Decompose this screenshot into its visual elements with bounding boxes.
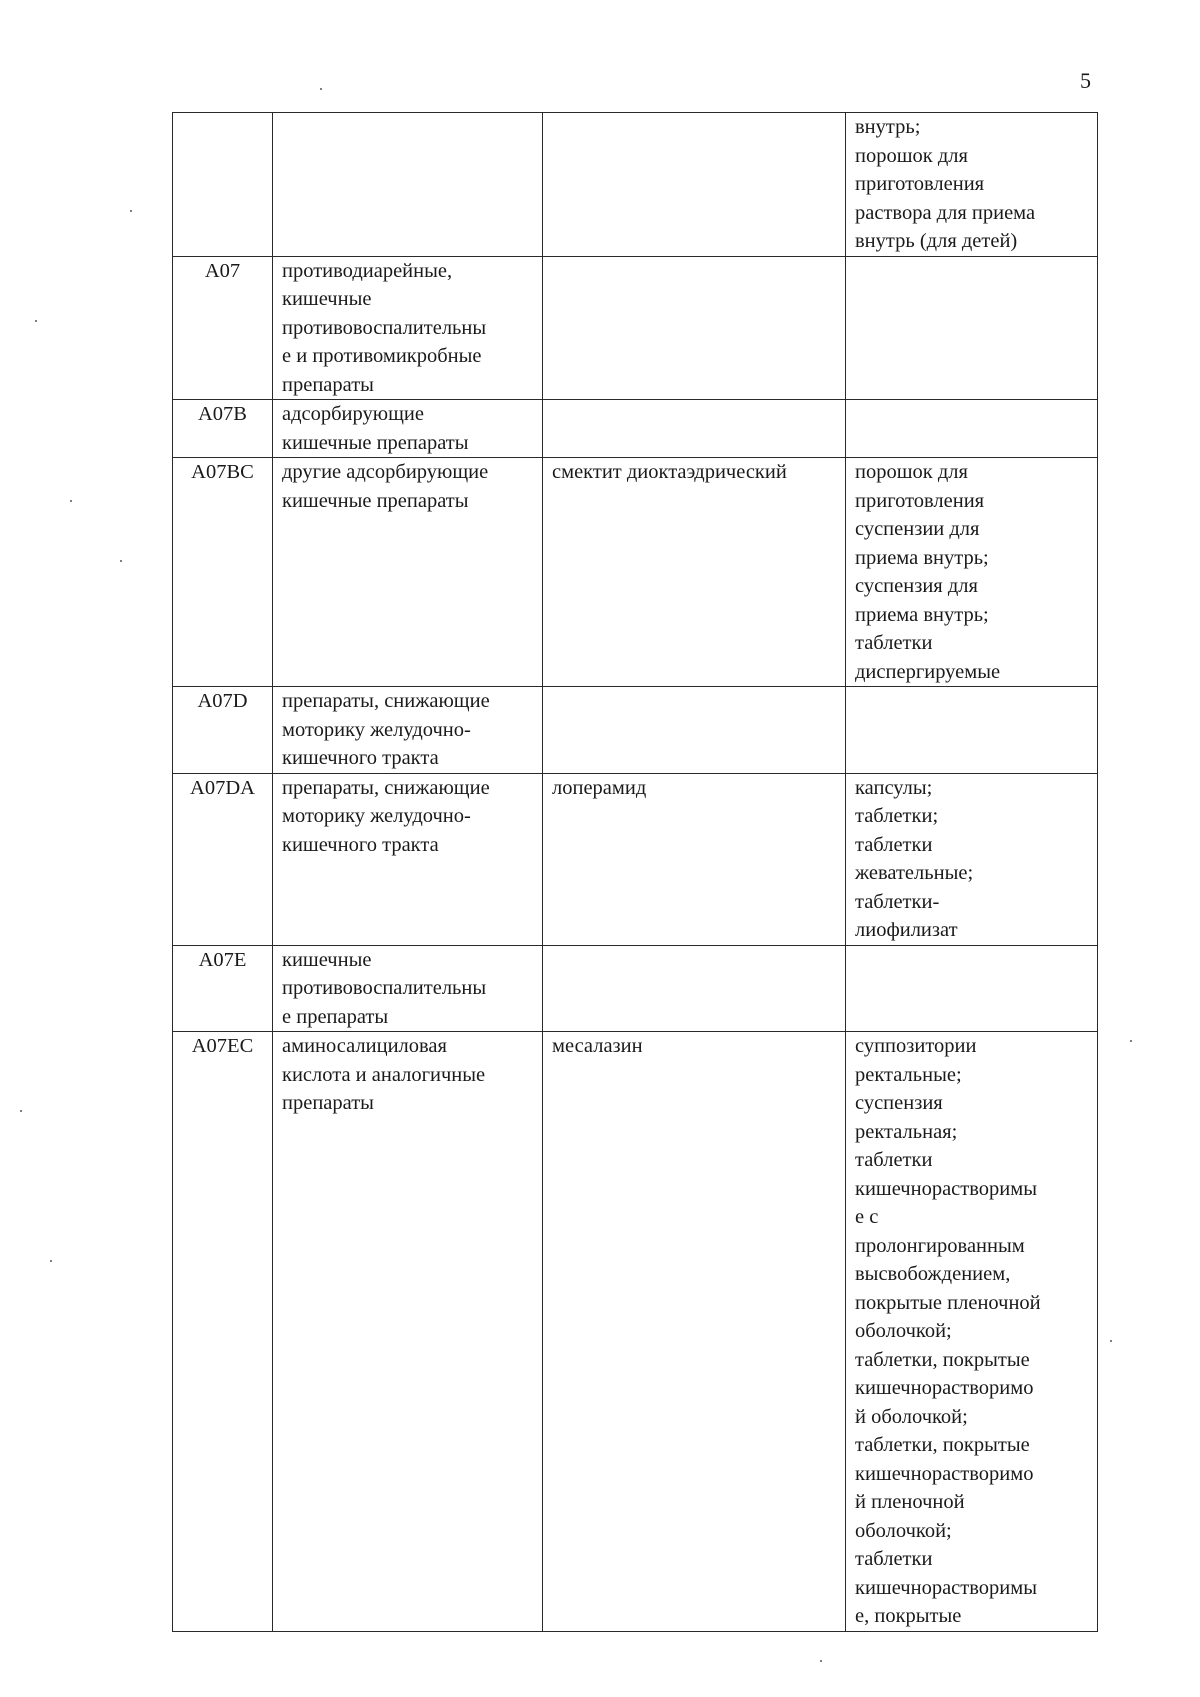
atc-code-cell: А07 <box>173 256 273 400</box>
substance-cell <box>543 687 846 774</box>
atc-code-cell: А07ЕС <box>173 1032 273 1632</box>
forms-cell <box>846 945 1098 1032</box>
scan-speck <box>20 1110 22 1112</box>
page-number: 5 <box>1080 68 1091 93</box>
scan-speck <box>120 560 122 562</box>
table-row <box>173 773 1098 945</box>
scan-speck <box>1110 1340 1112 1342</box>
group-cell: другие адсорбирующие кишечные препараты <box>273 458 543 687</box>
forms-cell: суппозитории ректальные; суспензия ректальная; таблетки кишечнорастворимы е с пролонгированным высвобождением, покрытые пленочной оболочкой; таблетки, покрытые кишечнорастворимо й оболочкой; таблетки, покрытые кишечнорастворимо й пленочной оболочкой; таблетки кишечнорастворимы е, покрытые <box>846 1032 1098 1632</box>
scan-speck <box>820 1660 822 1662</box>
substance-cell: лоперамид <box>543 773 846 945</box>
atc-code-cell: А07DA <box>173 773 273 945</box>
substance-cell <box>543 113 846 257</box>
forms-cell <box>846 256 1098 400</box>
drug-table <box>172 112 1098 1632</box>
scan-speck <box>1130 1040 1132 1042</box>
scan-speck <box>130 210 132 212</box>
scan-speck <box>50 1260 52 1262</box>
substance-cell: месалазин <box>543 1032 846 1632</box>
scan-speck <box>35 320 37 322</box>
substance-cell <box>543 256 846 400</box>
scan-speck <box>320 88 322 90</box>
table-row <box>173 458 1098 687</box>
group-cell: кишечные противовоспалительны е препараты <box>273 945 543 1032</box>
atc-code-cell: А07Е <box>173 945 273 1032</box>
group-cell: аминосалициловая кислота и аналогичные препараты <box>273 1032 543 1632</box>
group-cell: противодиарейные, кишечные противовоспалительны е и противомикробные препараты <box>273 256 543 400</box>
forms-cell: внутрь; порошок для приготовления раствора для приема внутрь (для детей) <box>846 113 1098 257</box>
forms-cell: порошок для приготовления суспензии для приема внутрь; суспензия для приема внутрь; таблетки диспергируемые <box>846 458 1098 687</box>
substance-cell <box>543 945 846 1032</box>
atc-code-cell <box>173 113 273 257</box>
forms-cell <box>846 687 1098 774</box>
substance-cell: смектит диоктаэдрический <box>543 458 846 687</box>
table-row <box>173 400 1098 458</box>
group-cell <box>273 113 543 257</box>
substance-cell <box>543 400 846 458</box>
group-cell: препараты, снижающие моторику желудочно- кишечного тракта <box>273 773 543 945</box>
scan-speck <box>70 500 72 502</box>
forms-cell: капсулы; таблетки; таблетки жевательные; таблетки- лиофилизат <box>846 773 1098 945</box>
group-cell: адсорбирующие кишечные препараты <box>273 400 543 458</box>
table-row <box>173 945 1098 1032</box>
group-cell: препараты, снижающие моторику желудочно- кишечного тракта <box>273 687 543 774</box>
table-row <box>173 687 1098 774</box>
atc-code-cell: А07В <box>173 400 273 458</box>
atc-code-cell: А07D <box>173 687 273 774</box>
atc-code-cell: А07ВС <box>173 458 273 687</box>
forms-cell <box>846 400 1098 458</box>
table-row <box>173 113 1098 257</box>
table-row <box>173 1032 1098 1632</box>
table-row <box>173 256 1098 400</box>
